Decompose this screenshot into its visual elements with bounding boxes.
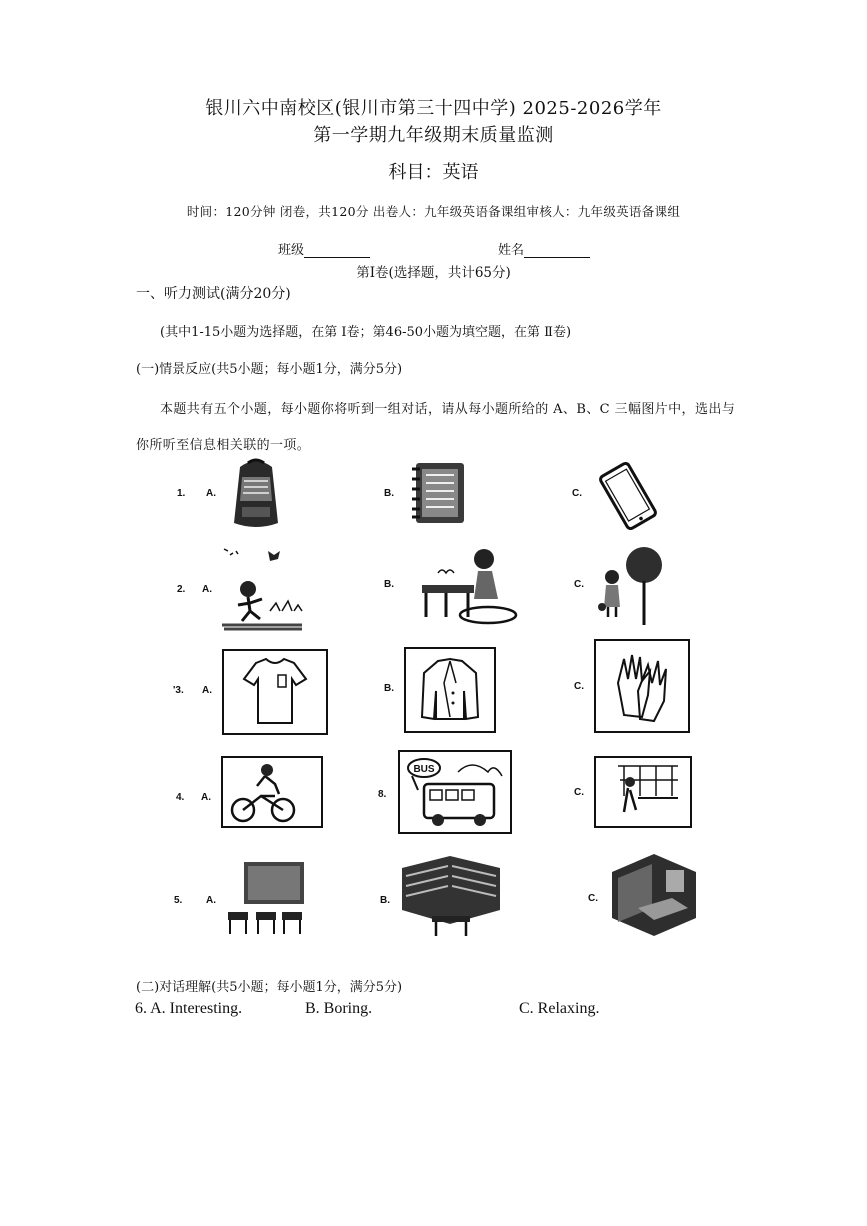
q3-option-c-label: C. <box>574 681 584 692</box>
name-label: 姓名 <box>498 243 525 258</box>
exam-title-line2: 第一学期九年级期末质量监测 <box>313 125 554 146</box>
instruction-line2: 你所听至信息相关联的一项。 <box>136 438 311 453</box>
gloves-icon <box>594 639 690 733</box>
tshirt-icon <box>222 649 328 735</box>
bus-sign-text: BUS <box>413 764 435 775</box>
exam-meta: 时间：120分钟 闭卷，共120分 出卷人：九年级英语备课组审核人：九年级英语备课组 <box>186 204 681 219</box>
jacket-icon <box>404 647 496 733</box>
listening-section-title: 一、听力测试(满分20分) <box>136 286 291 302</box>
q6-option-c: C. Relaxing. <box>519 1000 600 1017</box>
listening-note: (其中1-15小题为选择题，在第 Ⅰ卷；第46-50小题为填空题，在第 Ⅱ卷) <box>160 325 572 340</box>
q6-option-b: B. Boring. <box>305 1000 373 1017</box>
backpack-icon <box>228 457 284 529</box>
tablet-icon <box>592 462 664 530</box>
bedroom-icon <box>608 852 700 938</box>
q2-option-b-label: B. <box>384 579 394 590</box>
q4-option-c-label: C. <box>574 787 584 798</box>
library-icon <box>398 854 504 940</box>
class-blank <box>304 243 370 258</box>
bus-icon <box>398 750 512 834</box>
boy-running-icon <box>220 545 304 631</box>
q4-option-b-label: 8. <box>378 789 387 800</box>
classroom-icon <box>224 858 310 940</box>
q5-number: 5. <box>174 895 183 906</box>
q3-option-a-label: A. <box>202 685 212 696</box>
subsection2-title: (二)对话理解(共5小题；每小题1分，满分5分) <box>136 980 403 995</box>
part1-title: 第Ⅰ卷(选择题，共计65分) <box>356 265 511 281</box>
q6-option-a: 6. A. Interesting. <box>135 1000 243 1017</box>
q3-option-b-label: B. <box>384 683 394 694</box>
name-blank <box>524 243 590 258</box>
q1-option-b-label: B. <box>384 488 394 499</box>
exam-subject: 科目：英语 <box>388 162 479 183</box>
instruction-line1: 本题共有五个小题，每小题你将听到一组对话，请从每小题所给的 A、B、C 三幅图片中，选出与 <box>160 402 736 417</box>
class-field <box>278 239 370 258</box>
q2-option-a-label: A. <box>202 584 212 595</box>
girl-tree-icon <box>598 545 664 627</box>
q2-number: 2. <box>177 584 186 595</box>
q3-number: '3. <box>173 685 184 696</box>
q2-option-c-label: C. <box>574 579 584 590</box>
q1-option-a-label: A. <box>206 488 216 499</box>
q1-number: 1. <box>177 488 186 499</box>
notebook-icon <box>408 459 470 527</box>
exam-title-line1: 银川六中南校区(银川市第三十四中学) 2025-2026学年 <box>205 98 662 119</box>
q5-option-c-label: C. <box>588 893 598 904</box>
class-label: 班级 <box>278 243 305 258</box>
subway-icon <box>594 756 692 828</box>
q4-option-a-label: A. <box>201 792 211 803</box>
name-field <box>498 239 590 258</box>
subsection1-title: (一)情景反应(共5小题；每小题1分，满分5分) <box>136 362 403 377</box>
cyclist-icon <box>221 756 323 828</box>
girl-cooking-icon <box>418 545 518 625</box>
q5-option-a-label: A. <box>206 895 216 906</box>
q1-option-c-label: C. <box>572 488 582 499</box>
q5-option-b-label: B. <box>380 895 390 906</box>
q4-number: 4. <box>176 792 185 803</box>
